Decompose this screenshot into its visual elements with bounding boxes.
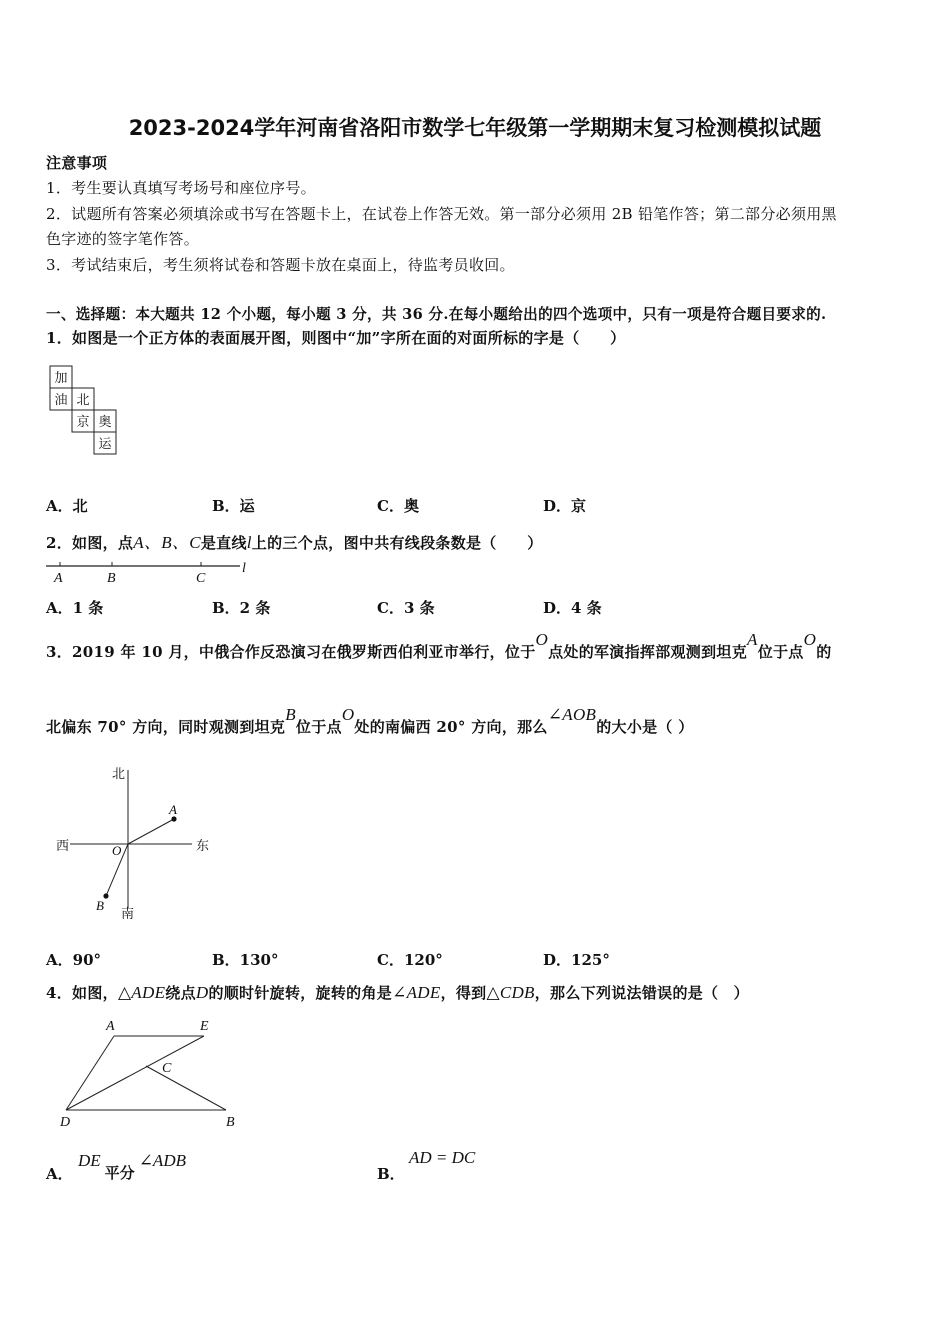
q2-stem: 2．如图，点A、B、C是直线l上的三个点，图中共有线段条数是（ ）: [46, 533, 543, 552]
notice-item-2: 2．试题所有答案必须填涂或书写在答题卡上，在试卷上作答无效。第一部分必须用 2B 铅笔作答；第二部分必须用黑: [46, 205, 837, 223]
q4-option-a-label: A．: [46, 1165, 73, 1183]
q2-point-names: A、B、C: [133, 533, 201, 552]
cell-label: 运: [98, 436, 112, 451]
q2-line-figure: [44, 556, 254, 586]
q3-stem-line2: 北偏东 70° 方向，同时观测到坦克B位于点O处的南偏西 20° 方向，那么∠AOB的大小是（ ）: [46, 705, 694, 736]
point-a-label: A: [106, 1019, 115, 1034]
cell-label: 奥: [98, 414, 112, 429]
cell-label: 油: [54, 392, 68, 407]
section-heading: 一、选择题：本大题共 12 个小题，每小题 3 分，共 36 分.在每小题给出的四个选项中，只有一项是符合题目要求的.: [46, 306, 827, 323]
line-l-label: l: [242, 561, 246, 576]
point-c-label: C: [196, 571, 206, 586]
point-b-label: B: [226, 1115, 235, 1130]
q1-option-d: D．京: [543, 497, 587, 515]
q3-option-c: C．120°: [377, 951, 443, 969]
point-b-label: B: [96, 898, 104, 913]
q1-option-b: B．运: [212, 497, 255, 515]
q2-option-b: B．2 条: [212, 599, 271, 617]
q3-option-d: D．125°: [543, 951, 610, 969]
point-e-label: E: [200, 1019, 209, 1034]
north-label: 北: [112, 766, 126, 781]
q4-option-b-label: B．: [377, 1165, 405, 1183]
west-label: 西: [56, 838, 70, 853]
point-o-label: O: [112, 843, 122, 858]
q4-option-b: AD = DC: [409, 1148, 476, 1167]
page-title: 2023-2024学年河南省洛阳市数学七年级第一学期期末复习检测模拟试题: [128, 116, 822, 140]
cell-label: 北: [76, 392, 90, 407]
notice-item-3: 3．考试结束后，考生须将试卷和答题卡放在桌面上，待监考员收回。: [46, 256, 515, 274]
q1-option-a: A．北: [46, 497, 88, 515]
point-b-label: B: [107, 571, 116, 586]
q4-rotation-figure: [50, 1014, 250, 1134]
south-label: 南: [121, 906, 135, 921]
notice-item-2-cont: 色字迹的签字笔作答。: [46, 230, 200, 248]
q3-stem-line1: 3．2019 年 10 月，中俄合作反恐演习在俄罗斯西伯利亚市举行，位于O点处的军演指挥部观测到坦克A位于点O的: [46, 630, 832, 661]
q2-option-c: C．3 条: [377, 599, 435, 617]
q2-line-name: l: [246, 533, 252, 552]
point-a-label: A: [169, 802, 177, 817]
q4-stem: 4．如图，△ADE绕点D的顺时针旋转，旋转的角是∠ADE，得到△CDB，那么下列说法错误的是（ ）: [46, 983, 749, 1002]
q2-option-d: D．4 条: [543, 599, 602, 617]
cell-label: 加: [54, 370, 68, 385]
q4-option-a: DE平分∠ADB: [78, 1151, 186, 1182]
q3-option-a: A．90°: [46, 951, 102, 969]
point-d-label: D: [60, 1115, 71, 1130]
point-a-label: A: [54, 571, 63, 586]
point-c-label: C: [162, 1061, 172, 1076]
q2-option-a: A．1 条: [46, 599, 104, 617]
q1-option-c: C．奥: [377, 497, 419, 515]
notice-item-1: 1．考生要认真填写考场号和座位序号。: [46, 179, 316, 197]
cell-label: 京: [76, 414, 90, 429]
q3-direction-figure: [50, 760, 220, 925]
q3-option-b: B．130°: [212, 951, 279, 969]
notice-heading: 注意事项: [46, 154, 108, 172]
q1-stem: 1．如图是一个正方体的表面展开图，则图中“加”字所在面的对面所标的字是（ ）: [46, 329, 626, 347]
q1-cube-net-figure: [44, 360, 124, 460]
east-label: 东: [196, 838, 210, 853]
